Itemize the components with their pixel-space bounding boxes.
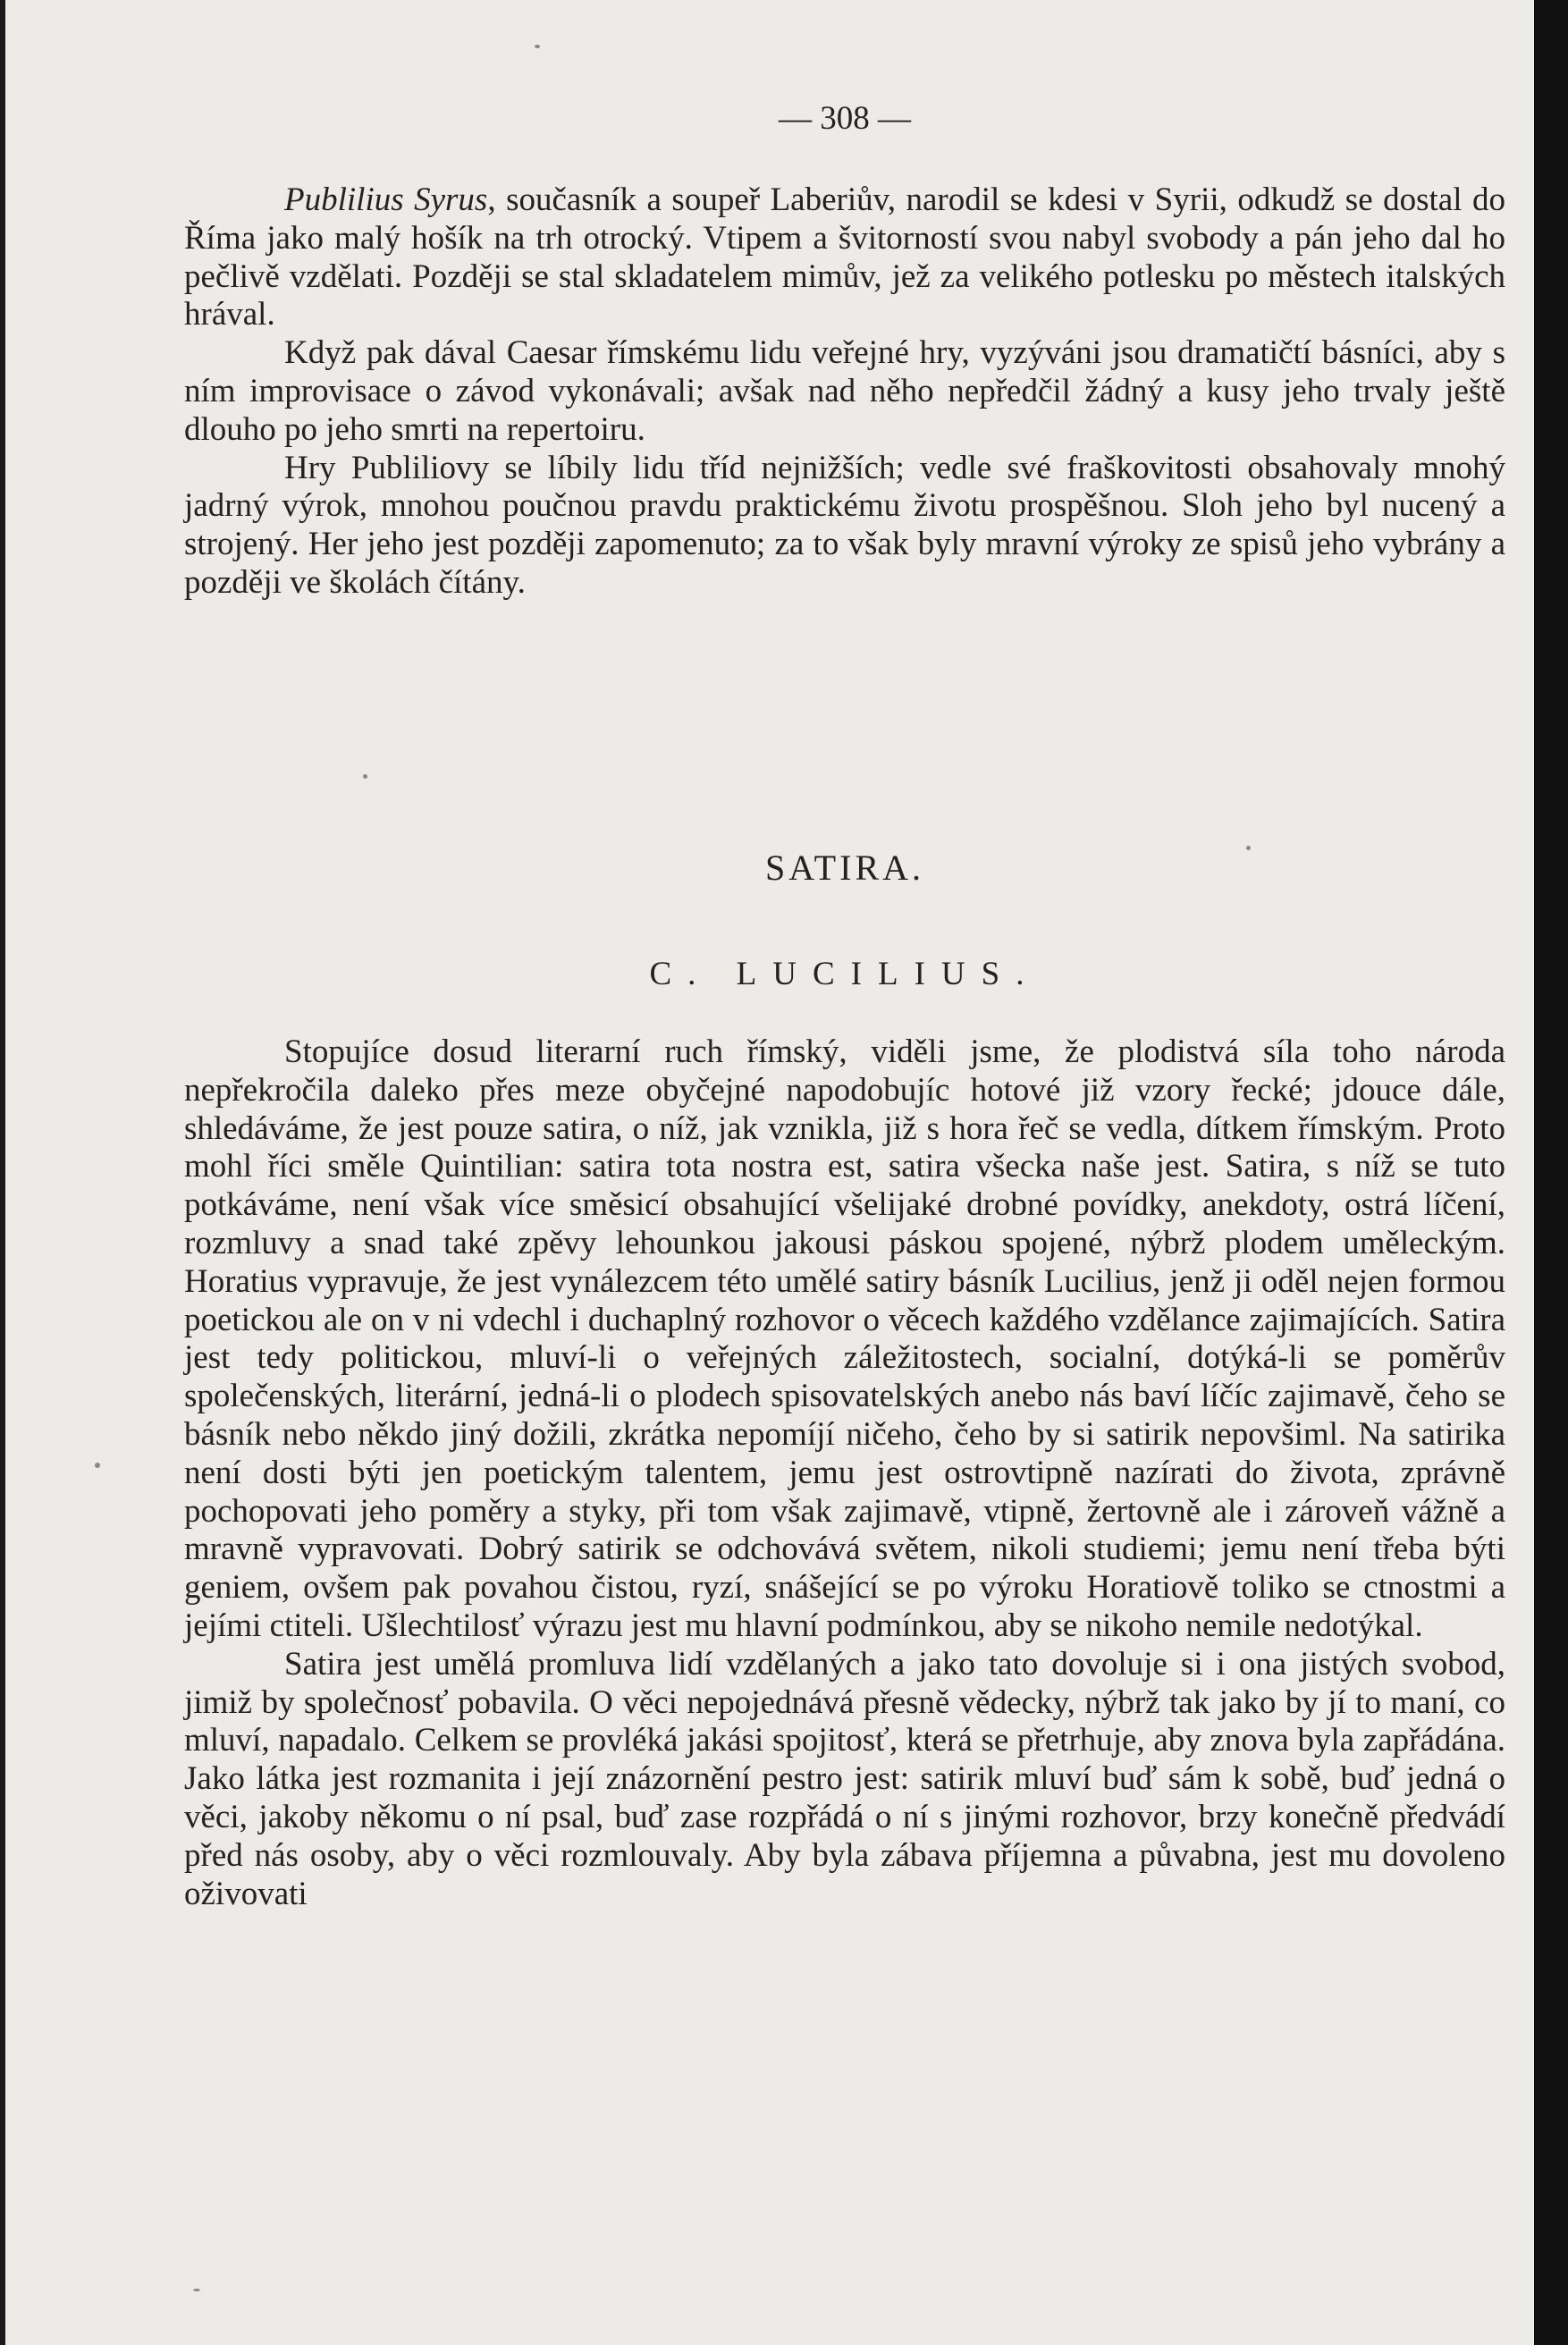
section-title: SATIRA.	[764, 848, 925, 888]
scan-speck	[95, 1463, 100, 1468]
author-name-italic: Publilius Syrus	[284, 181, 488, 218]
paragraph-hry: Hry Publiliovy se líbily lidu tříd nejnižších; vedle své fraškovitosti obsahovaly mnohý jadrný výrok, mnohou poučnou pravdu praktickému životu prospěšnou. Sloh jeho byl nucený a strojený. Her jeho jest později zapomenuto; za to však byly mravní výroky ze spisů jeho vybrány a později ve školách čítány.	[184, 449, 1505, 601]
scan-speck	[1246, 846, 1251, 850]
author-heading: C. LUCILIUS.	[649, 956, 1041, 992]
paragraph-publilius	[184, 181, 1505, 334]
intro-paragraphs	[184, 181, 1505, 603]
book-page	[5, 0, 1534, 2345]
paragraph-caesar: Když pak dával Caesar římskému lidu veřejné hry, vyzýváni jsou dramatičtí básníci, aby s ním improvisace o závod vykonávali; avšak nad něho nepředčil žádný a kusy jeho trvaly ještě dlouho po jeho smrti na repertoiru.	[184, 334, 1505, 448]
main-paragraphs	[184, 1033, 1505, 1913]
paragraph-publilius-text: , současník a soupeř Laberiův, narodil se kdesi v Syrii, odkudž se dostal do Říma jako malý hošík na trh otrocký. Vtipem a švitorností svou nabyl svobody a pán jeho dal ho pečlivě vzdělati. Později se stal skladatelem mimův, jež za velikého potlesku po městech italských hrával.	[184, 181, 1505, 333]
scan-speck	[363, 774, 367, 779]
paragraph-satira-intro: Stopujíce dosud literarní ruch římský, viděli jsme, že plodistvá síla toho národa nepřekročila daleko přes meze obyčejné napodobujíc hotové již vzory řecké; jdouce dále, shledáváme, že jest pouze satira, o níž, jak vznikla, již s hora řeč se vedla, dítkem římským. Proto mohl říci směle Quintilian: satira tota nostra est, satira všecka naše jest. Satira, s níž se tuto potkáváme, není však více směsicí obsahující všelijaké drobné povídky, anekdoty, ostrá líčení, rozmluvy a snad také zpěvy lehounkou jakousi páskou spojené, nýbrž plodem uměleckým. Horatius vypravuje, že jest vynálezcem této umělé satiry básník Lucilius, jenž ji oděl nejen formou poetickou ale on v ni vdechl i duchaplný rozhovor o věcech každého vzdělance zajimajících. Satira jest tedy politickou, mluví-li o veřejných záležitostech, socialní, dotýká-li se poměrův společenských, literární, jedná-li o plodech spisovatelských anebo nás baví líčíc zajimavě, čeho se básník nebo někdo jiný dožili, zkrátka nepomíjí ničeho, čeho by si satirik nepovšiml. Na satirika není dosti býti jen poetickým talentem, jemu jest ostrovtipně nazírati do života, zprávně pochopovati jeho poměry a styky, při tom však zajimavě, vtipně, žertovně ale i zároveň vážně a mravně vypravovati. Dobrý satirik se odchovává světem, nikoli studiemi; jemu není třeba býti geniem, ovšem pak povahou čistou, ryzí, snášející se po výroku Horatiově toliko se ctnostmi a jejími ctiteli. Ušlechtilosť výrazu jest mu hlavní podmínkou, aby se nikoho nemile nedotýkal.	[184, 1033, 1505, 1644]
scan-speck	[535, 45, 540, 48]
page-number: — 308 —	[779, 100, 911, 137]
scan-border	[1534, 0, 1568, 2345]
paragraph-satira-definition: Satira jest umělá promluva lidí vzdělaných a jako tato dovoluje si i ona jistých svobod, jimiž by společnosť pobavila. O věci nepojednává přesně vědecky, nýbrž tak jako by jí to maní, co mluví, napadalo. Celkem se provléká jakási spojitosť, která se přetrhuje, aby znova byla zapřádána. Jako látka jest rozmanita i její znázornění pestro jest: satirik mluví buď sám k sobě, buď jedná o věci, jakoby někomu o ní psal, buď zase rozpřádá o ní s jinými rozhovor, brzy konečně předvádí před nás osoby, aby o věci rozmlouvaly. Aby byla zábava příjemna a půvabna, jest mu dovoleno oživovati	[184, 1645, 1505, 1912]
scan-speck	[193, 2289, 200, 2291]
